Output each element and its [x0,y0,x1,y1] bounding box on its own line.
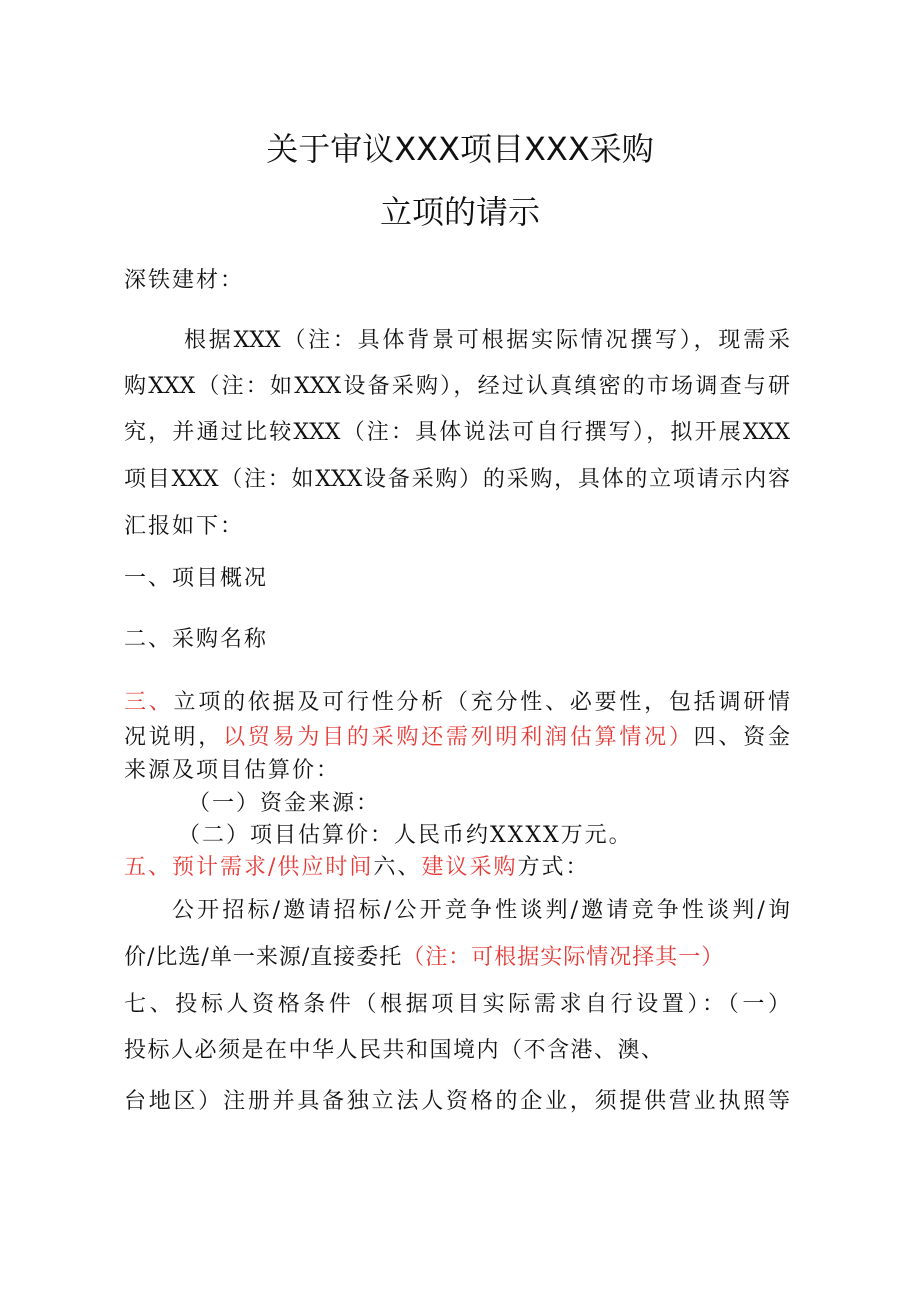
section-5-6-line [124,850,589,881]
section-6-number: 六、 [373,855,422,880]
section-4-line-2: 来源及项目估算价： [124,758,341,783]
document-title-line2: 立项的请示 [379,193,540,231]
body-line-4: 项目XXX（注：如XXX设备采购）的采购，具体的立项请示内容 [124,467,790,492]
method-line-1: 公开招标/邀请招标/公开竞争性谈判/邀请竞争性谈判/询 [172,898,790,923]
section-3-line-2-start: 况说明， [124,725,224,750]
section-3-text: 立项的依据及可行性分析（充分性、必要性，包括调研情 [173,690,790,715]
section-3-line-2 [124,720,790,751]
body-line-5: 汇报如下： [124,514,245,539]
section-6-red: 建议采购 [421,855,518,880]
section-5-heading: 五、预计需求/供应时间 [124,855,374,880]
addressee: 深铁建材： [124,268,245,293]
method-note: （注：可根据实际情况择其一） [402,945,725,970]
section-4-sub-2: （二）项目估算价：人民币约XXXX万元。 [178,823,633,848]
section-7-line-3: 台地区）注册并具备独立法人资格的企业，须提供营业执照等 [124,1089,790,1114]
section-4-heading-start: 四、资金 [693,725,790,750]
section-6-tail: 方式： [517,855,590,880]
section-2-heading: 二、采购名称 [124,627,269,652]
body-line-1: 根据XXX（注：具体背景可根据实际情况撰写），现需采 [184,328,790,353]
section-7-line-2: 投标人必须是在中华人民共和国境内（不含港、澳、 [124,1038,665,1063]
body-line-2: 购XXX（注：如XXX设备采购），经过认真缜密的市场调查与研 [124,374,790,399]
section-4-sub-1: （一）资金来源： [188,791,381,816]
method-options: 价/比选/单一来源/直接委托 [124,945,403,970]
section-3-red-note: 以贸易为目的采购还需列明利润估算情况） [223,725,694,750]
method-line-2 [124,940,724,971]
section-7-line-1: 七、投标人资格条件（根据项目实际需求自行设置）：（一） [124,992,790,1017]
section-1-heading: 一、项目概况 [124,566,269,591]
section-3-number: 三、 [124,690,174,715]
document-title-line1: 关于审议XXX项目XXX采购 [266,130,654,168]
body-line-3: 究，并通过比较XXX（注：具体说法可自行撰写），拟开展XXX [124,420,790,445]
section-3-line-1 [124,685,790,716]
